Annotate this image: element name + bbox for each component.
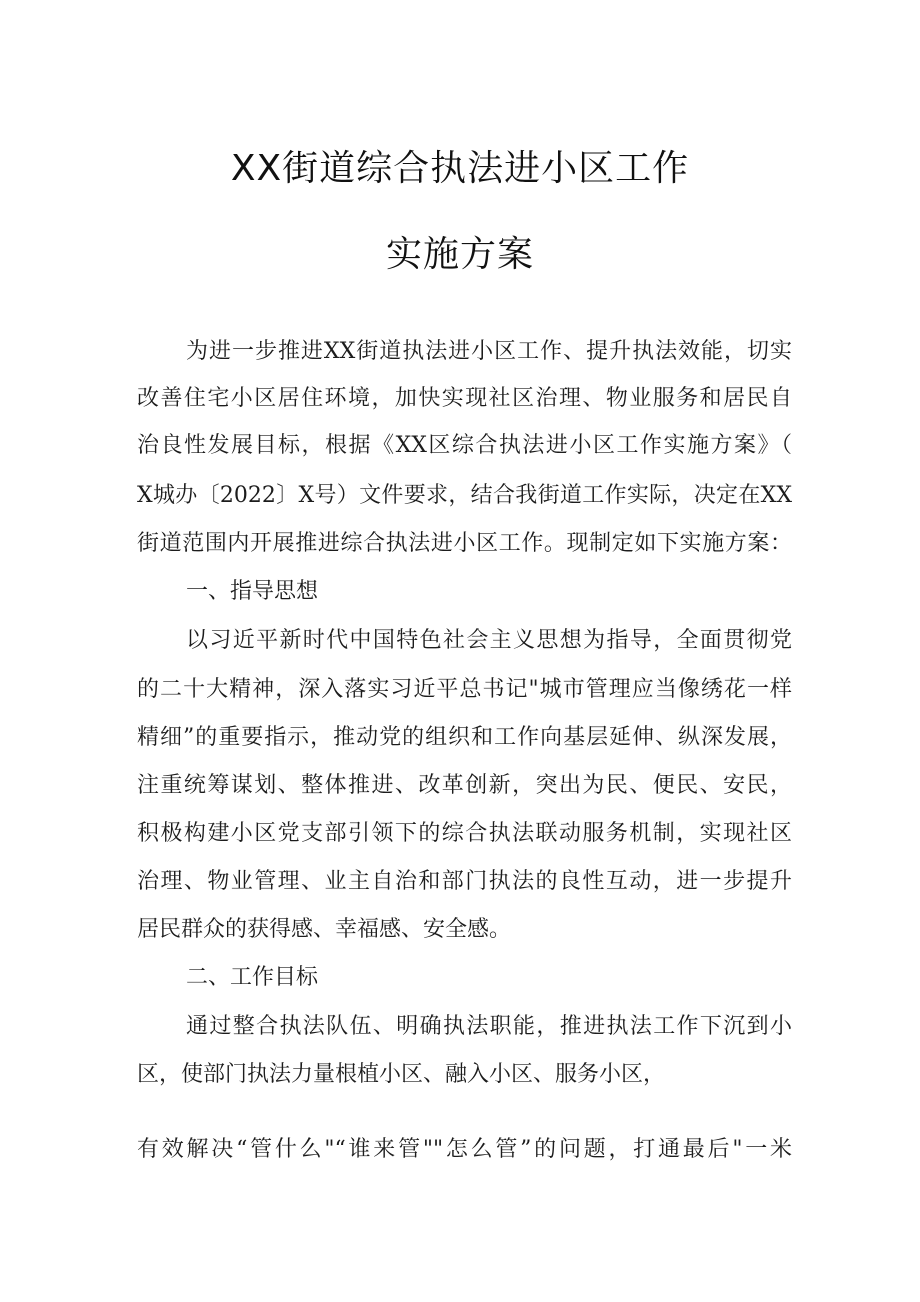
body-text-line: 通过整合执法队伍、明确执法职能，推进执法工作下沉到小 (186, 1014, 792, 1039)
body-text-line: 精细”的重要指示，推动党的组织和工作向基层延伸、纵深发展， (137, 725, 792, 750)
body-text-line: 改善住宅小区居住环境，加快实现社区治理、物业服务和居民自 (137, 386, 792, 411)
body-text-line: 为进一步推进XX街道执法进小区工作、提升执法效能，切实 (186, 339, 792, 364)
body-text-line: 有效解决“管什么"“谁来管""怎么管”的问题，打通最后"一米 (137, 1137, 792, 1162)
body-text-line: 注重统筹谋划、整体推进、改革创新，突出为民、便民、安民， (137, 773, 792, 798)
body-text-line: 区，使部门执法力量根植小区、融入小区、服务小区， (137, 1062, 666, 1087)
body-text-line: X城办〔2022〕X号）文件要求，结合我街道工作实际，决定在XX (137, 483, 792, 508)
document-title-line-2: 实施方案 (385, 234, 534, 275)
body-text-line: 积极构建小区党支部引领下的综合执法联动服务机制，实现社区 (137, 821, 792, 846)
body-text-line: 治良性发展目标，根据《XX区综合执法进小区工作实施方案》（ (137, 433, 792, 458)
section-heading-work-goals: 二、工作目标 (186, 965, 319, 990)
body-text-line: 以习近平新时代中国特色社会主义思想为指导，全面贯彻党 (186, 628, 792, 653)
body-text-line: 的二十大精神，深入落实习近平总书记"城市管理应当像绣花一样 (137, 677, 792, 702)
body-text-line: 治理、物业管理、业主自治和部门执法的良性互动，进一步提升 (137, 869, 792, 894)
section-heading-guiding-ideology: 一、指导思想 (186, 579, 319, 604)
body-text-line: 居民群众的获得感、幸福感、安全感。 (137, 917, 512, 942)
document-title-line-1: XX街道综合执法进小区工作 (230, 148, 690, 189)
body-text-line: 街道范围内开展推进综合执法进小区工作。现制定如下实施方案： (137, 531, 792, 556)
